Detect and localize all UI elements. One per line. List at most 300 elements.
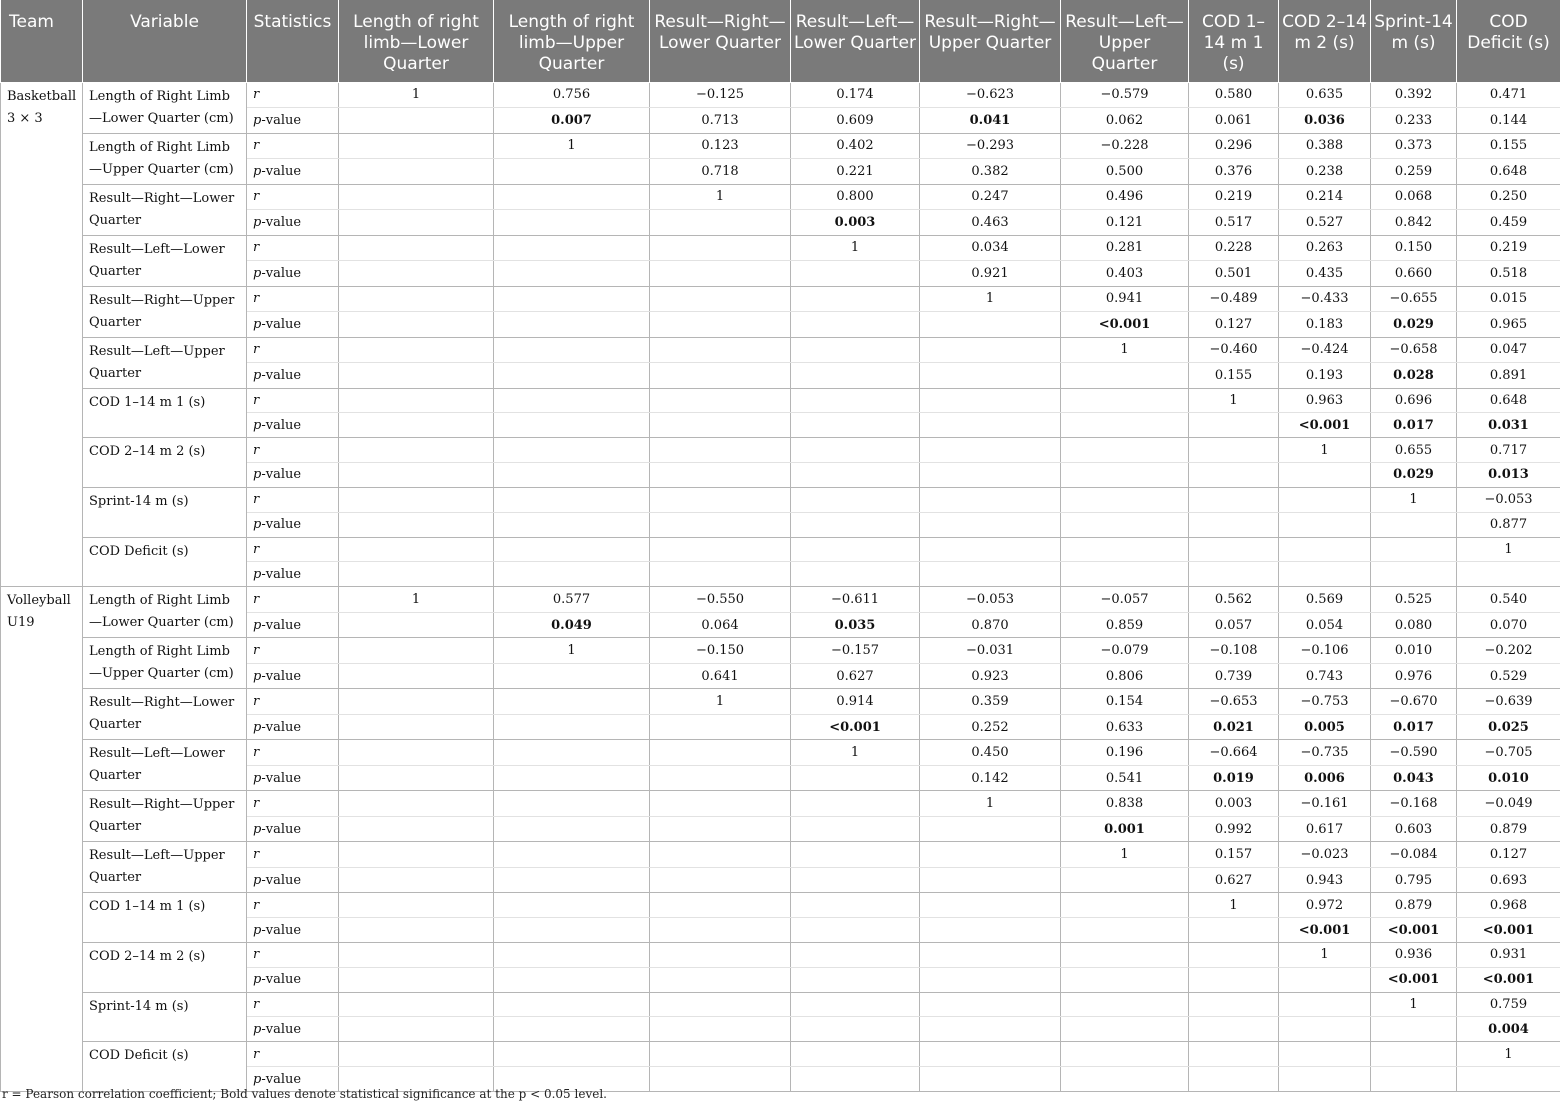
p-value-cell: 0.609 [791,108,920,134]
p-value-cell: 0.017 [1371,413,1457,438]
stat-p-symbol: p [253,719,262,735]
stat-p-suffix: -value [261,163,302,179]
variable-cell: Result—Left—Upper Quarter [83,337,247,388]
r-value-cell [339,438,494,463]
p-value-cell [920,312,1061,338]
r-value-cell: −0.293 [920,133,1061,159]
r-value-cell [1061,487,1189,512]
r-value-cell: 0.247 [920,184,1061,210]
stat-r-symbol: r [253,745,260,760]
p-value-cell [494,159,650,185]
r-value-cell: 1 [1279,438,1371,463]
statistic-label-p [247,159,339,185]
p-value-cell [494,663,650,689]
r-value-cell: 1 [1457,537,1560,562]
p-value-cell: 0.527 [1279,210,1371,236]
r-value-cell: 0.800 [791,184,920,210]
p-value-cell [920,363,1061,389]
p-value-cell [650,512,791,537]
p-value-cell: 0.743 [1279,663,1371,689]
p-value-cell: 0.001 [1061,816,1189,842]
r-value-cell: −0.655 [1371,286,1457,312]
r-value-cell [650,286,791,312]
stat-p-symbol: p [253,668,262,684]
stat-p-symbol: p [253,214,262,230]
r-value-cell [791,942,920,967]
variable-cell: Sprint-14 m (s) [83,992,247,1042]
p-value-cell: 0.992 [1189,816,1279,842]
r-value-cell: −0.157 [791,638,920,664]
p-value-cell [1061,562,1189,587]
p-value-cell [791,918,920,943]
r-value-cell [494,438,650,463]
r-value-cell [339,942,494,967]
p-value-cell: 0.518 [1457,261,1560,287]
table-row [1,133,1560,159]
r-value-cell: 1 [1061,337,1189,363]
p-value-cell [920,1017,1061,1042]
p-value-cell [339,108,494,134]
r-value-cell [494,235,650,261]
variable-cell: Result—Left—Upper Quarter [83,842,247,893]
p-value-cell [339,210,494,236]
p-value-cell [920,816,1061,842]
column-header: Variable [83,0,247,82]
r-value-cell: 0.219 [1189,184,1279,210]
p-value-cell [1279,1017,1371,1042]
p-value-cell: 0.005 [1279,714,1371,740]
r-value-cell [920,438,1061,463]
r-value-cell [494,487,650,512]
r-value-cell: 1 [494,133,650,159]
r-value-cell: 0.047 [1457,337,1560,363]
r-value-cell [791,842,920,868]
r-value-cell [791,388,920,413]
column-header: COD 2–14 m 2 (s) [1279,0,1371,82]
r-value-cell [1189,1042,1279,1067]
r-value-cell [339,184,494,210]
r-value-cell: 1 [1061,842,1189,868]
r-value-cell [1371,537,1457,562]
p-value-cell [1279,967,1371,992]
statistic-label-r [247,842,339,868]
p-value-cell [791,562,920,587]
r-value-cell [494,689,650,715]
p-value-cell: <0.001 [1371,967,1457,992]
r-value-cell: −0.079 [1061,638,1189,664]
variable-cell: Result—Right—Upper Quarter [83,286,247,337]
p-value-cell: 0.660 [1371,261,1457,287]
stat-p-suffix: -value [261,719,302,735]
r-value-cell [791,286,920,312]
statistic-label-p [247,413,339,438]
p-value-cell [791,512,920,537]
r-value-cell: −0.705 [1457,740,1560,766]
r-value-cell: 0.174 [791,82,920,108]
r-value-cell: −0.228 [1061,133,1189,159]
p-value-cell: 0.891 [1457,363,1560,389]
r-value-cell: 1 [791,235,920,261]
table-body [1,82,1560,1092]
p-value-cell [1061,413,1189,438]
p-value-cell [1371,562,1457,587]
variable-cell: COD 2–14 m 2 (s) [83,438,247,488]
r-value-cell [1279,537,1371,562]
p-value-cell [650,562,791,587]
r-value-cell: −0.424 [1279,337,1371,363]
r-value-cell [1061,388,1189,413]
r-value-cell: 0.756 [494,82,650,108]
variable-cell: Length of Right Limb—Upper Quarter (cm) [83,133,247,184]
r-value-cell [339,740,494,766]
r-value-cell: −0.664 [1189,740,1279,766]
p-value-cell: 0.062 [1061,108,1189,134]
r-value-cell [339,689,494,715]
p-value-cell: <0.001 [1371,918,1457,943]
p-value-cell: 0.127 [1189,312,1279,338]
r-value-cell: 0.219 [1457,235,1560,261]
p-value-cell [920,562,1061,587]
p-value-cell: 0.877 [1457,512,1560,537]
statistic-label-r [247,82,339,108]
r-value-cell: 0.450 [920,740,1061,766]
stat-p-symbol: p [253,770,262,786]
p-value-cell: 0.795 [1371,867,1457,893]
stat-p-suffix: -value [261,872,302,888]
r-value-cell [339,638,494,664]
p-value-cell [650,967,791,992]
p-value-cell [1061,1017,1189,1042]
r-value-cell: 1 [1457,1042,1560,1067]
team-cell: Basketball 3 × 3 [1,82,83,587]
stat-p-suffix: -value [261,972,302,988]
r-value-cell: −0.753 [1279,689,1371,715]
team-cell: Volleyball U19 [1,587,83,1092]
p-value-cell: 0.627 [1189,867,1279,893]
r-value-cell: 1 [1371,992,1457,1017]
r-value-cell: −0.590 [1371,740,1457,766]
p-value-cell [494,1017,650,1042]
p-value-cell [650,765,791,791]
statistic-label-p [247,867,339,893]
r-value-cell: −0.460 [1189,337,1279,363]
statistic-label-r [247,587,339,613]
r-value-cell [1371,1042,1457,1067]
stat-r-symbol: r [253,442,260,458]
table-row [1,337,1560,363]
table-row [1,842,1560,868]
p-value-cell: 0.879 [1457,816,1560,842]
table-row [1,638,1560,664]
table-row [1,487,1560,512]
r-value-cell [650,487,791,512]
column-header: Team [1,0,83,82]
column-header: Length of right limb—Upper Quarter [494,0,650,82]
r-value-cell [791,1042,920,1067]
p-value-cell: 0.382 [920,159,1061,185]
statistic-label-p [247,1017,339,1042]
p-value-cell: 0.010 [1457,765,1560,791]
r-value-cell [339,337,494,363]
stat-r-symbol: r [253,392,260,408]
statistic-label-r [247,487,339,512]
p-value-cell: 0.463 [920,210,1061,236]
p-value-cell: 0.061 [1189,108,1279,134]
r-value-cell: −0.433 [1279,286,1371,312]
r-value-cell: −0.161 [1279,791,1371,817]
p-value-cell [791,816,920,842]
p-value-cell [339,867,494,893]
stat-r-symbol: r [253,847,260,862]
statistic-label-r [247,992,339,1017]
statistic-label-p [247,108,339,134]
r-value-cell: 0.562 [1189,587,1279,613]
stat-p-suffix: -value [261,1021,302,1037]
p-value-cell: 0.541 [1061,765,1189,791]
r-value-cell [650,337,791,363]
r-value-cell [791,537,920,562]
r-value-cell [339,487,494,512]
r-value-cell [339,133,494,159]
r-value-cell [920,942,1061,967]
p-value-cell [494,918,650,943]
p-value-cell: 0.004 [1457,1017,1560,1042]
p-value-cell [494,363,650,389]
p-value-cell: 0.617 [1279,816,1371,842]
p-value-cell: 0.029 [1371,463,1457,488]
p-value-cell: 0.435 [1279,261,1371,287]
r-value-cell: 0.648 [1457,388,1560,413]
r-value-cell: 0.359 [920,689,1061,715]
p-value-cell: 0.036 [1279,108,1371,134]
p-value-cell [650,463,791,488]
p-value-cell: 0.054 [1279,612,1371,638]
r-value-cell: 0.015 [1457,286,1560,312]
column-header: Result—Right—Upper Quarter [920,0,1061,82]
statistic-label-p [247,210,339,236]
stat-p-symbol: p [253,112,262,128]
r-value-cell: 0.263 [1279,235,1371,261]
p-value-cell [920,512,1061,537]
r-value-cell: 0.392 [1371,82,1457,108]
p-value-cell: 0.842 [1371,210,1457,236]
stat-p-symbol: p [253,872,262,888]
p-value-cell [650,918,791,943]
statistic-label-p [247,967,339,992]
table-row [1,992,1560,1017]
stat-r-symbol: r [253,342,260,358]
r-value-cell [494,740,650,766]
p-value-cell: 0.403 [1061,261,1189,287]
r-value-cell [650,893,791,918]
r-value-cell: −0.053 [1457,487,1560,512]
p-value-cell [920,867,1061,893]
stat-r-symbol: r [253,240,260,256]
statistic-label-r [247,133,339,159]
statistic-label-r [247,791,339,817]
r-value-cell: −0.653 [1189,689,1279,715]
r-value-cell: −0.202 [1457,638,1560,664]
p-value-cell [1189,562,1279,587]
stat-p-suffix: -value [261,617,302,633]
r-value-cell: −0.623 [920,82,1061,108]
r-value-cell [494,537,650,562]
p-value-cell [650,312,791,338]
r-value-cell: −0.084 [1371,842,1457,868]
r-value-cell [1061,1042,1189,1067]
r-value-cell [650,537,791,562]
r-value-cell: 0.157 [1189,842,1279,868]
p-value-cell: 0.121 [1061,210,1189,236]
r-value-cell: 0.540 [1457,587,1560,613]
stat-p-symbol: p [253,1021,262,1037]
variable-cell: COD 1–14 m 1 (s) [83,388,247,438]
p-value-cell [1061,363,1189,389]
p-value-cell [339,312,494,338]
r-value-cell: 0.155 [1457,133,1560,159]
r-value-cell: −0.049 [1457,791,1560,817]
r-value-cell: 1 [339,82,494,108]
stat-p-suffix: -value [261,770,302,786]
p-value-cell: 0.459 [1457,210,1560,236]
stat-p-suffix: -value [261,922,302,938]
stat-r-symbol: r [253,694,260,709]
p-value-cell: <0.001 [1457,967,1560,992]
stat-r-symbol: r [253,138,260,154]
r-value-cell: −0.550 [650,587,791,613]
p-value-cell [920,413,1061,438]
p-value-cell [494,463,650,488]
p-value-cell: 0.144 [1457,108,1560,134]
r-value-cell: 0.196 [1061,740,1189,766]
variable-cell: Length of Right Limb—Lower Quarter (cm) [83,82,247,133]
stat-p-suffix: -value [261,367,302,383]
r-value-cell: 0.150 [1371,235,1457,261]
p-value-cell [494,714,650,740]
r-value-cell: 0.936 [1371,942,1457,967]
r-value-cell: −0.489 [1189,286,1279,312]
p-value-cell [1189,413,1279,438]
p-value-cell: 0.029 [1371,312,1457,338]
r-value-cell: 0.003 [1189,791,1279,817]
column-header: Result—Left—Lower Quarter [791,0,920,82]
r-value-cell [339,235,494,261]
stat-p-suffix: -value [261,668,302,684]
stat-p-suffix: -value [261,417,302,433]
r-value-cell: 0.228 [1189,235,1279,261]
stat-r-symbol: r [253,291,260,307]
r-value-cell: −0.125 [650,82,791,108]
table-row [1,942,1560,967]
r-value-cell [339,286,494,312]
r-value-cell: 1 [791,740,920,766]
stat-p-symbol: p [253,617,262,633]
p-value-cell: 0.252 [920,714,1061,740]
r-value-cell: 0.914 [791,689,920,715]
p-value-cell [1371,512,1457,537]
variable-cell: COD 1–14 m 1 (s) [83,893,247,943]
stat-p-suffix: -value [261,566,302,582]
statistic-label-r [247,235,339,261]
table-row [1,82,1560,108]
r-value-cell [339,842,494,868]
r-value-cell [1279,487,1371,512]
p-value-cell: 0.921 [920,261,1061,287]
r-value-cell: 0.010 [1371,638,1457,664]
stat-p-symbol: p [253,367,262,383]
r-value-cell: 1 [1279,942,1371,967]
column-header: COD 1–14 m 1 (s) [1189,0,1279,82]
r-value-cell [650,740,791,766]
p-value-cell [1061,463,1189,488]
r-value-cell: −0.053 [920,587,1061,613]
variable-cell: Result—Right—Lower Quarter [83,184,247,235]
table-row [1,184,1560,210]
stat-p-suffix: -value [261,316,302,332]
p-value-cell [650,816,791,842]
p-value-cell: 0.693 [1457,867,1560,893]
stat-p-symbol: p [253,566,262,582]
stat-r-symbol: r [253,492,260,508]
p-value-cell [339,816,494,842]
r-value-cell: −0.735 [1279,740,1371,766]
r-value-cell: 0.373 [1371,133,1457,159]
statistic-label-p [247,816,339,842]
p-value-cell [791,363,920,389]
p-value-cell: 0.648 [1457,159,1560,185]
r-value-cell [920,487,1061,512]
stat-p-suffix: -value [261,1071,302,1087]
r-value-cell [1189,942,1279,967]
p-value-cell [494,867,650,893]
statistic-label-r [247,689,339,715]
stat-r-symbol: r [253,541,260,557]
r-value-cell: 0.281 [1061,235,1189,261]
p-value-cell: 0.517 [1189,210,1279,236]
r-value-cell: 0.655 [1371,438,1457,463]
r-value-cell [791,791,920,817]
p-value-cell: 0.923 [920,663,1061,689]
variable-cell: Sprint-14 m (s) [83,487,247,537]
p-value-cell: 0.259 [1371,159,1457,185]
p-value-cell: 0.007 [494,108,650,134]
statistic-label-r [247,337,339,363]
table-row [1,587,1560,613]
p-value-cell [1061,512,1189,537]
p-value-cell: 0.943 [1279,867,1371,893]
p-value-cell [791,312,920,338]
r-value-cell [920,537,1061,562]
p-value-cell: 0.193 [1279,363,1371,389]
r-value-cell: −0.023 [1279,842,1371,868]
stat-p-symbol: p [253,821,262,837]
p-value-cell [791,867,920,893]
variable-cell: COD Deficit (s) [83,1042,247,1092]
r-value-cell: 0.402 [791,133,920,159]
statistic-label-r [247,638,339,664]
r-value-cell [791,438,920,463]
p-value-cell [494,210,650,236]
statistic-label-p [247,612,339,638]
table-row [1,438,1560,463]
p-value-cell [1457,562,1560,587]
r-value-cell [494,942,650,967]
r-value-cell: −0.658 [1371,337,1457,363]
p-value-cell [650,1017,791,1042]
p-value-cell: 0.035 [791,612,920,638]
stat-p-symbol: p [253,467,262,483]
p-value-cell [1279,463,1371,488]
